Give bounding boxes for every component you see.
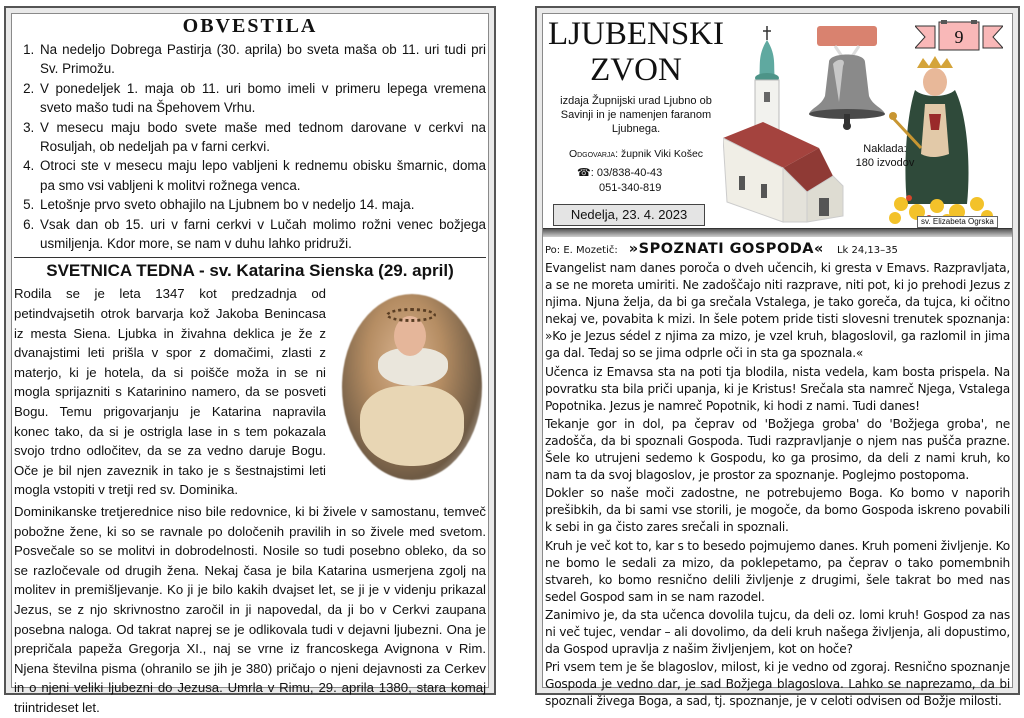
right-page [535, 6, 1020, 709]
notice-item: 6. Vsak dan ob 15. uri v farni cerkvi v Lučah molimo rožni venec božjega usmiljenja. Kdor more, se nam v duhu lahko pridruži. [38, 215, 486, 254]
notice-item: 5. Letošnje prvo sveto obhajilo na Ljubnem bo v nedeljo 14. maja. [38, 195, 486, 214]
notice-item: 2. V ponedeljek 1. maja ob 11. uri bomo imeli v primeru lepega vremena sveto mašo tudi na Špehovem Vrhu. [38, 79, 486, 118]
newsletter-title [545, 16, 727, 88]
masthead [545, 14, 1010, 226]
publisher-info: izdaja Župnijski urad Ljubno ob Savinji in je namenjen faranom Ljubnega. [560, 95, 712, 135]
article-paragraph: Kruh je več kot to, kar s to besedo pojmujemo danes. Kruh pomeni življenje. Ko ne bomo le sedali za mizo, da poklepetamo, pa čeprav o tako pomembnih stvareh, ko bomo resnično delili življenje z drugimi, šele takrat bo med nas sedel Gospod sam in se nam razodel. [545, 538, 1010, 604]
notice-item: 1. Na nedeljo Dobrega Pastirja (30. aprila) bo sveta maša ob 11. uri tudi pri Sv. Primožu. [38, 40, 486, 79]
article-paragraph: Zanimivo je, da sta učenca dovolila tujcu, da deli oz. lomi kruh! Gospod za nas ni več tujec, vendar – ali dovolimo, da deli kruh našega življenja, ali dopustimo, da Gospod upravlja z našim življenjem, kot on hoče? [545, 607, 1010, 657]
saint-biography [14, 284, 486, 717]
title-line-1: LJUBENSKI [547, 16, 724, 52]
issue-number: 9 [954, 27, 964, 47]
responsible-name: župnik Viki Košec [620, 148, 704, 160]
bio-paragraph: Rodila se je leta 1347 kot predzadnja od petindvajsetih otrok barvarja kož Jakoba Benincasa iz mesta Siena. Ljubka in živahna deklica je že z dvanajstimi leti prišla v spor z domačimi, zlasti z materjo, ki je hotela, da si poišče moža in se ni mogla sprijazniti s Katarinino namero, da se posveti Bogu. Temu prigovarjanju je Katarina napravila konec tako, da si je ostrigla lase in s tem pokazala svojo trdno odločitev, da se za vedno daruje Bogu. Oče je bil njen zaveznik in tako je s šestnajstimi leti mogla vstopiti v tretji red sv. Dominika. [14, 286, 326, 498]
phone-number: 03/838-40-43 [596, 167, 663, 179]
notices-title: OBVESTILA [182, 15, 318, 37]
gospel-reflection-article [545, 240, 1010, 711]
issue-number-ribbon [915, 20, 1003, 54]
scripture-reference: Lk 24,13–35 [836, 245, 898, 256]
saint-of-week-title: SVETNICA TEDNA - sv. Katarina Sienska (29. april) [46, 261, 454, 281]
header-divider-bar [543, 228, 1012, 237]
notices-list [14, 40, 486, 253]
article-paragraph: Evangelist nam danes poroča o dveh učencih, ki gresta v Emavs. Razpravljata, a se ne moreta umiriti. Ne zadoščajo niti razprave, niti pot, ki jo prehodi Jezus z njima. Njuna želja, da bi ga srečala Vstalega, je tako goreča, da tujca, ki očitno nekaj ve, povabita k mizi. In šele potem pride tisti slovesni trenutek spoznanja: »Ko je Jezus sédel z njima za mizo, je vzel kruh, blagoslovil, ga razlomil in jima ga dal. Tedaj so se jima odprle oči in sta ga spoznala.« [545, 261, 1010, 361]
left-page-content [14, 14, 486, 715]
saint-statue-image [887, 54, 999, 226]
section-divider [14, 257, 486, 258]
article-paragraph: Pri vsem tem je še blagoslov, milost, ki je vedno od zgoraj. Resnično spoznanje Gospoda je vedno dar, je sad Božjega blagoslova. Lahko se naprezamo, da bi spoznali živega Boga, a sad, tj. spoznanje, je v celoti odvisen od Božje milosti. [545, 660, 1010, 709]
article-paragraph: Dokler so naše moči zadostne, ne potrebujemo Boga. Ko bomo v naporih prešibkih, da bi sami vse storili, je mogoče, da bomo Gospoda iskreno povabili k sebi in ga čisto zares srečali in spoznali. [545, 486, 1010, 535]
saint-portrait-image [334, 286, 486, 482]
article-paragraph: Učenca iz Emavsa sta na poti tja blodila, nista vedela, kam bosta prispela. Na povratku sta bila priči upanja, ki je Kristus! Srečala sta namreč Njega, Vstalega Popotnika. Jezus je namreč Popotnik, ki hodi z nami. Tudi danes! [545, 364, 1010, 413]
bell-icon [807, 22, 893, 132]
telephone-icon: ☎: [577, 167, 594, 179]
left-page [4, 6, 496, 715]
notice-item: 4. Otroci ste v mesecu maju lepo vabljeni k rednemu obisku šmarnic, doma pa smo vsi vabljeni k molitvi rožnega venca. [38, 156, 486, 195]
title-line-2: ZVON [590, 52, 682, 88]
article-header [545, 240, 1010, 260]
right-page-content [545, 14, 1010, 709]
saint-image-caption: sv. Elizabeta Ogrska [917, 216, 998, 228]
phone-numbers [577, 166, 662, 196]
bio-paragraph: Dominikanske tretjerednice niso bile redovnice, ki bi živele v samostanu, temveč pobožne žene, ki so se ravnale po določenih pravilih in so živele med svetom. Posvečale so se molitvi in dobrodelnosti. Nosile so tudi posebno obleko, da so se razločevale od drugih žena. Nekaj časa je bila Katarina usmerjena zgolj na molitev in premišljevanje. Ko ji je bilo kakih dvajset let, se ji je v videnju prikazal Jezus, se z njo skrivnostno zaročil in ji napovedal, da ji bo v Cerkvi zaupana posebna naloga. Od takrat naprej se je odlikovala tudi v dejavni ljubezni. Ona je prepričala papeža Gregorja XI., naj se vrne iz francoskega Avignona v Rim. Njena številna pisma (ohranilo se jih je 380) pričajo o njeni dejavnosti za Cerkev in o njeni veliki ljubezni do Jezusa. Umrla v Rimu, 29. aprila 1380, stara komaj triintrideset let. [14, 504, 486, 715]
article-author: Po: E. Mozetič: [545, 245, 618, 256]
article-body [545, 260, 1010, 710]
circulation-value: 180 izvodov [855, 157, 915, 169]
article-title: »SPOZNATI GOSPODA« [628, 241, 824, 257]
phone-number: 051-340-819 [599, 182, 662, 194]
article-paragraph: Tekanje gor in dol, pa čeprav od 'Božjega groba' do 'Božjega groba', ne zadošča, da bi spoznali Gospoda. Tudi razpravljanje o njem nas pušča prazne. Šele ko utrujeni sedemo k Gospodu, ko ga prosimo, da deli z nami kruh, ko nam ta da svoj blagoslov, je prostor za spoznanje. Poglejmo postopoma. [545, 416, 1010, 483]
responsible-editor [545, 148, 727, 160]
issue-date: Nedelja, 23. 4. 2023 [553, 204, 705, 226]
notice-item: 3. V mesecu maju bodo svete maše med tednom darovane v cerkvi na Rosuljah, ob nedeljah pa v farni cerkvi. [38, 118, 486, 157]
circulation-info [845, 142, 925, 170]
responsible-label: Odgovarja: [568, 148, 619, 160]
circulation-label: Naklada: [863, 143, 907, 155]
